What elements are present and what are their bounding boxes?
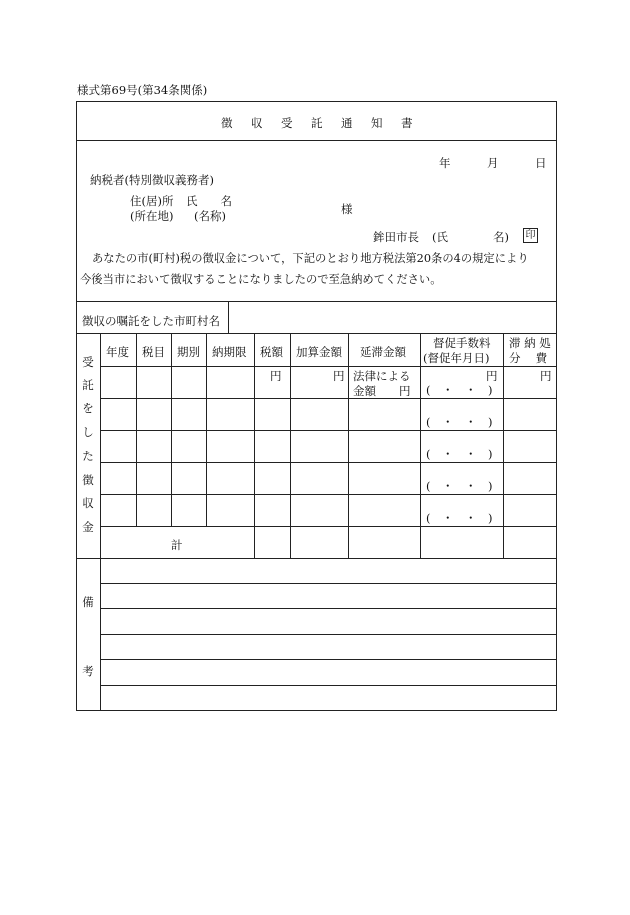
- municipality-label: 徴収の嘱託をした市町村名: [82, 314, 220, 328]
- side-char: を: [82, 401, 94, 415]
- title-char: 知: [371, 116, 383, 130]
- date-year: 年: [439, 156, 451, 170]
- name-sub-label: (名称): [194, 209, 226, 223]
- row-divider: [100, 366, 557, 367]
- side-char: 徴: [82, 473, 94, 487]
- side-char: 収: [82, 496, 94, 510]
- row-divider: [100, 430, 557, 431]
- remarks-char: 考: [82, 664, 94, 678]
- remarks-line: [100, 634, 557, 635]
- frame-top: [76, 101, 557, 102]
- fee-date: ( ・ ・ ): [426, 383, 493, 397]
- title-char: 書: [401, 116, 413, 130]
- frame-left: [76, 101, 77, 711]
- title-char: 徴: [221, 116, 233, 130]
- row-divider: [100, 526, 557, 527]
- title-char: 受: [281, 116, 293, 130]
- total-label: 計: [171, 538, 183, 552]
- row-divider: [100, 494, 557, 495]
- body-line-2: 今後当市において徴収することになりましたので至急納めてください。: [80, 273, 442, 286]
- remarks-line: [100, 608, 557, 609]
- fee-date: ( ・ ・ ): [426, 447, 493, 461]
- remarks-line: [100, 659, 557, 660]
- header-disposal: 滞 納 処: [509, 336, 551, 350]
- title-char: 通: [341, 116, 353, 130]
- fee-date: ( ・ ・ ): [426, 479, 493, 493]
- row-divider: [100, 398, 557, 399]
- header-fee: 督促手数料: [433, 336, 491, 350]
- taxpayer-label: 納税者(特別徴収義務者): [90, 173, 214, 187]
- side-char: 受: [82, 355, 94, 369]
- date-month: 月: [487, 156, 499, 170]
- frame-right: [556, 101, 557, 711]
- unit-yen: 円: [333, 369, 345, 383]
- header-additional: 加算金額: [296, 345, 342, 359]
- name-label: 氏 名: [186, 194, 232, 208]
- divider: [76, 301, 557, 302]
- header-year: 年度: [106, 345, 129, 359]
- remarks-char: 備: [82, 595, 94, 609]
- remarks-line: [100, 583, 557, 584]
- body-line-1: あなたの市(町村)税の徴収金について，下記のとおり地方税法第20条の4の規定により: [92, 252, 529, 265]
- title-char: 託: [311, 116, 323, 130]
- mayor-name-close: 名): [493, 230, 509, 244]
- frame-bottom: [76, 710, 557, 711]
- header-disposal-2: 分 費: [509, 351, 548, 365]
- mayor-title: 鉾田市長: [373, 230, 419, 244]
- unit-yen: 円: [270, 369, 282, 383]
- divider: [76, 333, 557, 334]
- seal-box: 印: [523, 228, 538, 243]
- header-period: 期別: [177, 345, 200, 359]
- header-fee-date: (督促年月日): [423, 351, 490, 365]
- date-day: 日: [535, 156, 547, 170]
- divider: [76, 140, 557, 141]
- header-item: 税目: [142, 345, 165, 359]
- address-sub-label: (所在地): [130, 209, 174, 223]
- fee-date: ( ・ ・ ): [426, 415, 493, 429]
- honorific: 様: [341, 202, 353, 216]
- remarks-line: [100, 685, 557, 686]
- fee-date: ( ・ ・ ): [426, 511, 493, 525]
- header-tax: 税額: [260, 345, 283, 359]
- header-deadline: 納期限: [212, 345, 247, 359]
- form-number: 様式第69号(第34条関係): [77, 83, 208, 97]
- address-label: 住(居)所: [130, 194, 174, 208]
- legal-amount: 金額 円: [353, 384, 411, 398]
- municipality-divider: [228, 301, 229, 333]
- table-bottom: [76, 558, 557, 559]
- row-divider: [100, 462, 557, 463]
- title-char: 収: [251, 116, 263, 130]
- side-char: た: [82, 449, 94, 463]
- side-char: 金: [82, 520, 94, 534]
- side-char: し: [82, 425, 94, 439]
- header-delinquent: 延滞金額: [360, 345, 406, 359]
- mayor-name-open: (氏: [432, 230, 448, 244]
- legal-label: 法律による: [353, 369, 411, 383]
- side-char: 託: [82, 378, 94, 392]
- unit-yen: 円: [486, 369, 498, 383]
- unit-yen: 円: [540, 369, 552, 383]
